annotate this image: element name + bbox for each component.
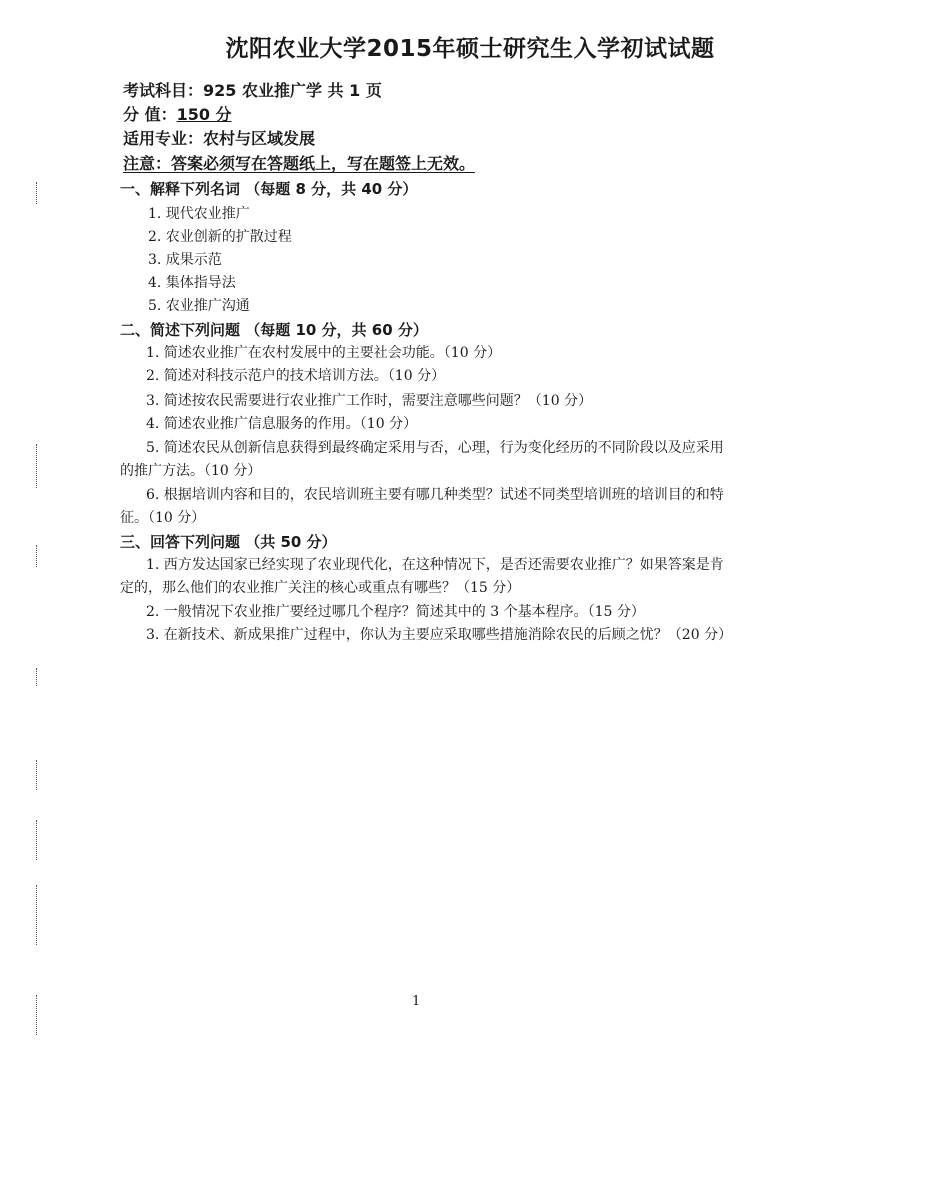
question-item: 2. 一般情况下农业推广要经过哪几个程序？简述其中的 3 个基本程序。（15 分） bbox=[146, 604, 645, 620]
score-value: 150 分 bbox=[176, 105, 232, 124]
exam-notice: 注意：答案必须写在答题纸上，写在题签上无效。 bbox=[123, 154, 476, 173]
exam-title: 沈阳农业大学2015年硕士研究生入学初试试题 bbox=[225, 36, 715, 62]
question-item: 1. 简述农业推广在农村发展中的主要社会功能。（10 分） bbox=[146, 345, 502, 361]
question-item: 4. 简述农业推广信息服务的作用。（10 分） bbox=[146, 416, 418, 432]
question-item: 5. 简述农民从创新信息获得到最终确定采用与否，心理，行为变化经历的不同阶段以及应采用的推广方法。（10 分） bbox=[120, 440, 724, 479]
exam-major: 适用专业：农村与区域发展 bbox=[123, 129, 316, 148]
scan-artifact bbox=[36, 760, 38, 790]
scan-artifact bbox=[36, 444, 38, 488]
term-item: 4. 集体指导法 bbox=[148, 275, 236, 291]
term-item: 5. 农业推广沟通 bbox=[148, 298, 250, 314]
question-item: 1. 西方发达国家已经实现了农业现代化，在这种情况下，是否还需要农业推广？如果答案是肯定的，那么他们的农业推广关注的核心或重点有哪些？（15 分） bbox=[120, 557, 724, 596]
section-3-heading: 三、回答下列问题 （共 50 分） bbox=[120, 533, 337, 551]
question-item: 3. 简述按农民需要进行农业推广工作时，需要注意哪些问题？（10 分） bbox=[146, 393, 593, 409]
section-1-heading: 一、解释下列名词 （每题 8 分，共 40 分） bbox=[120, 180, 418, 198]
scan-artifact bbox=[36, 885, 38, 945]
page-number: 1 bbox=[412, 994, 421, 1009]
term-item: 2. 农业创新的扩散过程 bbox=[148, 229, 292, 245]
scan-artifact bbox=[36, 182, 38, 204]
question-item: 2. 简述对科技示范户的技术培训方法。（10 分） bbox=[146, 368, 446, 384]
exam-score bbox=[123, 102, 232, 125]
scan-artifact bbox=[36, 995, 38, 1035]
question-item: 6. 根据培训内容和目的，农民培训班主要有哪几种类型？试述不同类型培训班的培训目的和特征。（10 分） bbox=[120, 487, 724, 526]
question-item: 3. 在新技术、新成果推广过程中，你认为主要应采取哪些措施消除农民的后顾之忧？（20 分） bbox=[146, 627, 733, 643]
score-label: 分 值： bbox=[123, 105, 177, 124]
section-2-heading: 二、简述下列问题 （每题 10 分，共 60 分） bbox=[120, 321, 428, 339]
scan-artifact bbox=[36, 545, 38, 567]
scan-artifact bbox=[36, 820, 38, 860]
term-item: 3. 成果示范 bbox=[148, 252, 222, 268]
exam-subject: 考试科目：925 农业推广学 共 1 页 bbox=[123, 81, 382, 100]
term-item: 1. 现代农业推广 bbox=[148, 206, 250, 222]
scan-artifact bbox=[36, 668, 38, 686]
